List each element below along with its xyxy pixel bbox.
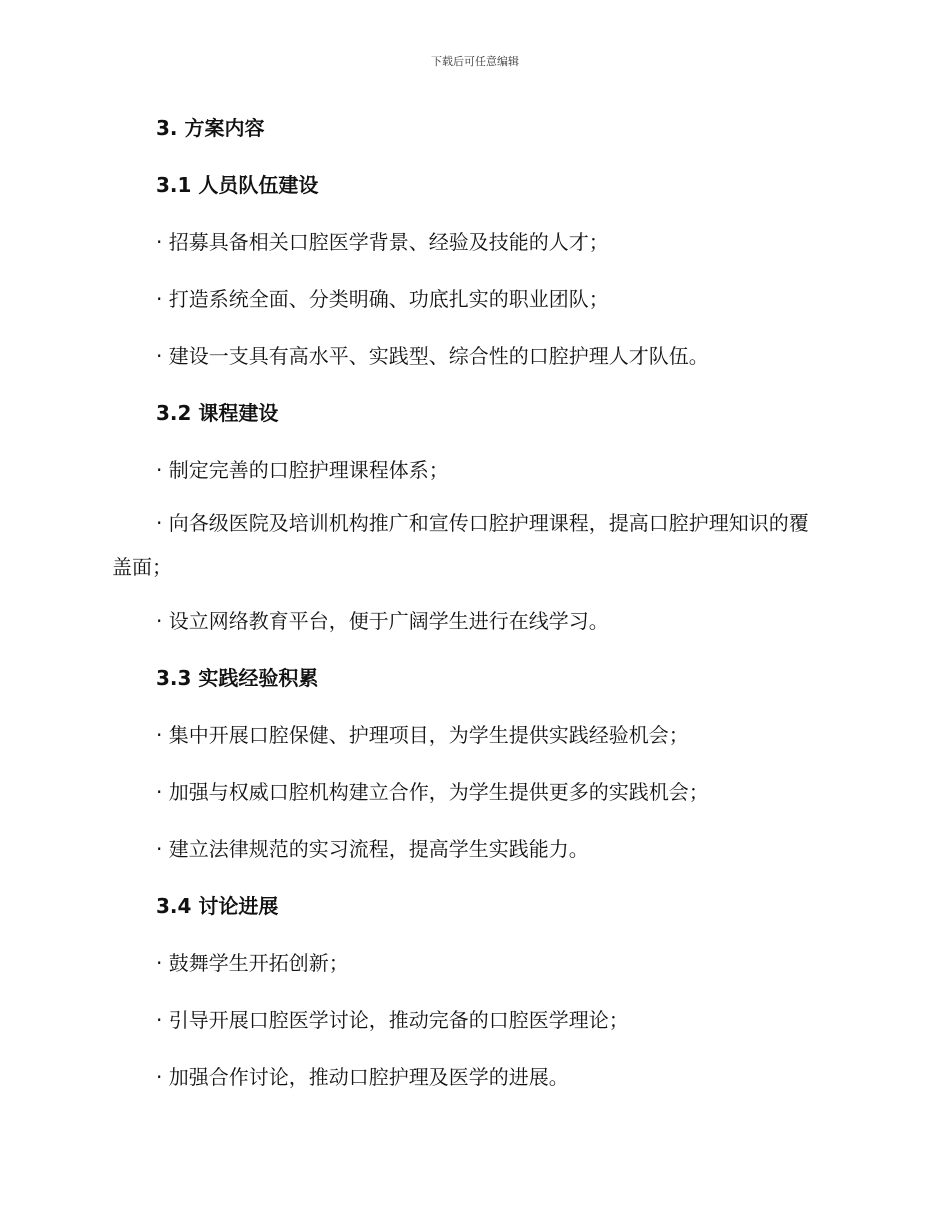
bullet-item: · 打造系统全面、分类明确、功底扎实的职业团队； [156, 287, 609, 311]
subsection-title: 3.4 讨论进展 [156, 894, 279, 918]
bullet-item: · 加强与权威口腔机构建立合作，为学生提供更多的实践机会； [156, 780, 709, 804]
bullet-item: · 招募具备相关口腔医学背景、经验及技能的人才； [156, 230, 609, 254]
subsection-title: 3.1 人员队伍建设 [156, 173, 319, 197]
bullet-item: · 设立网络教育平台，便于广阔学生进行在线学习。 [156, 609, 609, 633]
page-header-note: 下载后可任意编辑 [431, 55, 519, 68]
document-body [112, 109, 827, 1096]
bullet-item: · 集中开展口腔保健、护理项目，为学生提供实践经验机会； [156, 723, 689, 747]
bullet-item: · 建设一支具有高水平、实践型、综合性的口腔护理人才队伍。 [156, 344, 709, 368]
bullet-item: · 鼓舞学生开拓创新； [156, 951, 349, 975]
bullet-item: · 加强合作讨论，推动口腔护理及医学的进展。 [156, 1065, 569, 1089]
subsection-title: 3.3 实践经验积累 [156, 666, 319, 690]
subsection-title: 3.2 课程建设 [156, 401, 279, 425]
bullet-item-wrapped: · 向各级医院及培训机构推广和宣传口腔护理课程，提高口腔护理知识的覆盖面； [112, 511, 809, 579]
section-title: 3. 方案内容 [156, 116, 265, 140]
bullet-item: · 制定完善的口腔护理课程体系； [156, 458, 449, 482]
bullet-item: · 建立法律规范的实习流程，提高学生实践能力。 [156, 837, 589, 861]
bullet-item: · 引导开展口腔医学讨论，推动完备的口腔医学理论； [156, 1008, 629, 1032]
